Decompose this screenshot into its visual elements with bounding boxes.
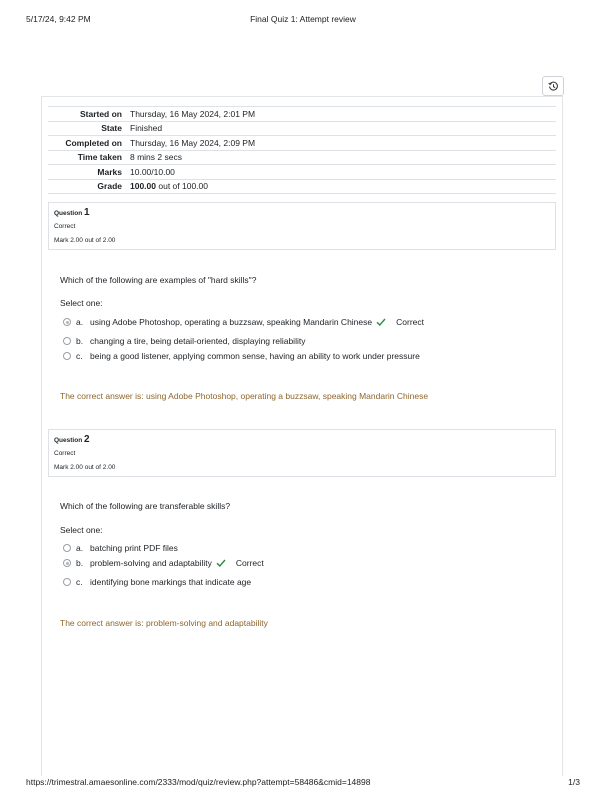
question-text: Which of the following are transferable skills? bbox=[60, 501, 231, 511]
radio-button[interactable] bbox=[63, 578, 71, 586]
answer-text: identifying bone markings that indicate age bbox=[90, 577, 252, 587]
summary-label: State bbox=[48, 121, 130, 136]
page-count: 1/3 bbox=[568, 777, 580, 787]
question-state: Correct bbox=[54, 450, 76, 457]
summary-row-started bbox=[48, 107, 556, 122]
question-num: 1 bbox=[83, 207, 90, 218]
answer-letter: a. bbox=[76, 543, 84, 553]
question-num: 2 bbox=[83, 434, 90, 445]
question-text: Which of the following are examples of "hard skills"? bbox=[60, 275, 257, 285]
answer-option[interactable] bbox=[63, 336, 305, 346]
radio-button[interactable] bbox=[63, 337, 71, 345]
summary-row-completed bbox=[48, 136, 556, 151]
summary-row-state bbox=[48, 121, 556, 136]
radio-button[interactable] bbox=[63, 352, 71, 360]
print-date: 5/17/24, 9:42 PM bbox=[26, 14, 91, 24]
check-icon bbox=[376, 318, 386, 326]
history-icon bbox=[548, 81, 559, 92]
check-icon bbox=[216, 559, 226, 567]
answer-option[interactable] bbox=[63, 317, 424, 327]
answer-option[interactable] bbox=[63, 543, 178, 553]
question-word: Question bbox=[54, 437, 83, 444]
answer-text: being a good listener, applying common sense, having an ability to work under pressure bbox=[90, 351, 420, 361]
print-title: Final Quiz 1: Attempt review bbox=[250, 14, 356, 24]
summary-value: 8 mins 2 secs bbox=[130, 150, 556, 165]
summary-row-marks bbox=[48, 165, 556, 180]
summary-value: 10.00/10.00 bbox=[130, 165, 556, 180]
question-info-1 bbox=[48, 202, 556, 250]
answer-letter: b. bbox=[76, 558, 84, 568]
summary-value: Finished bbox=[130, 121, 556, 136]
answer-option[interactable] bbox=[63, 577, 251, 587]
summary-label: Marks bbox=[48, 165, 130, 180]
grade-total: out of 100.00 bbox=[158, 181, 209, 192]
answer-letter: c. bbox=[76, 577, 83, 587]
question-word: Question bbox=[54, 210, 83, 217]
question-state: Correct bbox=[54, 223, 76, 230]
summary-label: Started on bbox=[48, 107, 130, 122]
answer-letter: b. bbox=[76, 336, 84, 346]
summary-value bbox=[130, 179, 556, 194]
answer-text: changing a tire, being detail-oriented, displaying reliability bbox=[90, 336, 306, 346]
answer-text: batching print PDF files bbox=[90, 543, 178, 553]
question-mark: Mark 2.00 out of 2.00 bbox=[54, 237, 116, 244]
question-mark: Mark 2.00 out of 2.00 bbox=[54, 464, 116, 471]
summary-value: Thursday, 16 May 2024, 2:09 PM bbox=[130, 136, 556, 151]
summary-row-grade bbox=[48, 179, 556, 194]
answer-feedback: Correct bbox=[396, 317, 424, 327]
answer-letter: c. bbox=[76, 351, 83, 361]
page-url: https://trimestral.amaesonline.com/2333/mod/quiz/review.php?attempt=58486&cmid=14898 bbox=[26, 777, 371, 787]
summary-label: Time taken bbox=[48, 150, 130, 165]
answer-feedback: Correct bbox=[235, 558, 264, 568]
answer-option[interactable] bbox=[63, 351, 420, 361]
select-one-label: Select one: bbox=[60, 525, 103, 535]
question-number bbox=[54, 434, 550, 447]
summary-label: Completed on bbox=[48, 136, 130, 151]
grade-score: 100.00 bbox=[130, 181, 156, 192]
answer-text: problem-solving and adaptability bbox=[90, 558, 212, 568]
question-info-2 bbox=[48, 429, 556, 477]
answer-option[interactable] bbox=[63, 558, 264, 568]
summary-value: Thursday, 16 May 2024, 2:01 PM bbox=[130, 107, 556, 122]
summary-row-time bbox=[48, 150, 556, 165]
correct-answer-feedback: The correct answer is: using Adobe Photoshop, operating a buzzsaw, speaking Mandarin Chinese bbox=[60, 391, 429, 401]
correct-answer-feedback: The correct answer is: problem-solving and adaptability bbox=[60, 618, 268, 628]
select-one-label: Select one: bbox=[60, 298, 103, 308]
radio-button[interactable] bbox=[63, 318, 71, 326]
radio-button[interactable] bbox=[63, 559, 71, 567]
answer-text: using Adobe Photoshop, operating a buzzsaw, speaking Mandarin Chinese bbox=[90, 317, 373, 327]
radio-button[interactable] bbox=[63, 544, 71, 552]
history-button[interactable] bbox=[542, 76, 564, 96]
question-number bbox=[54, 207, 550, 220]
summary-label: Grade bbox=[48, 179, 130, 194]
answer-letter: a. bbox=[76, 317, 84, 327]
attempt-summary-table bbox=[48, 106, 556, 194]
